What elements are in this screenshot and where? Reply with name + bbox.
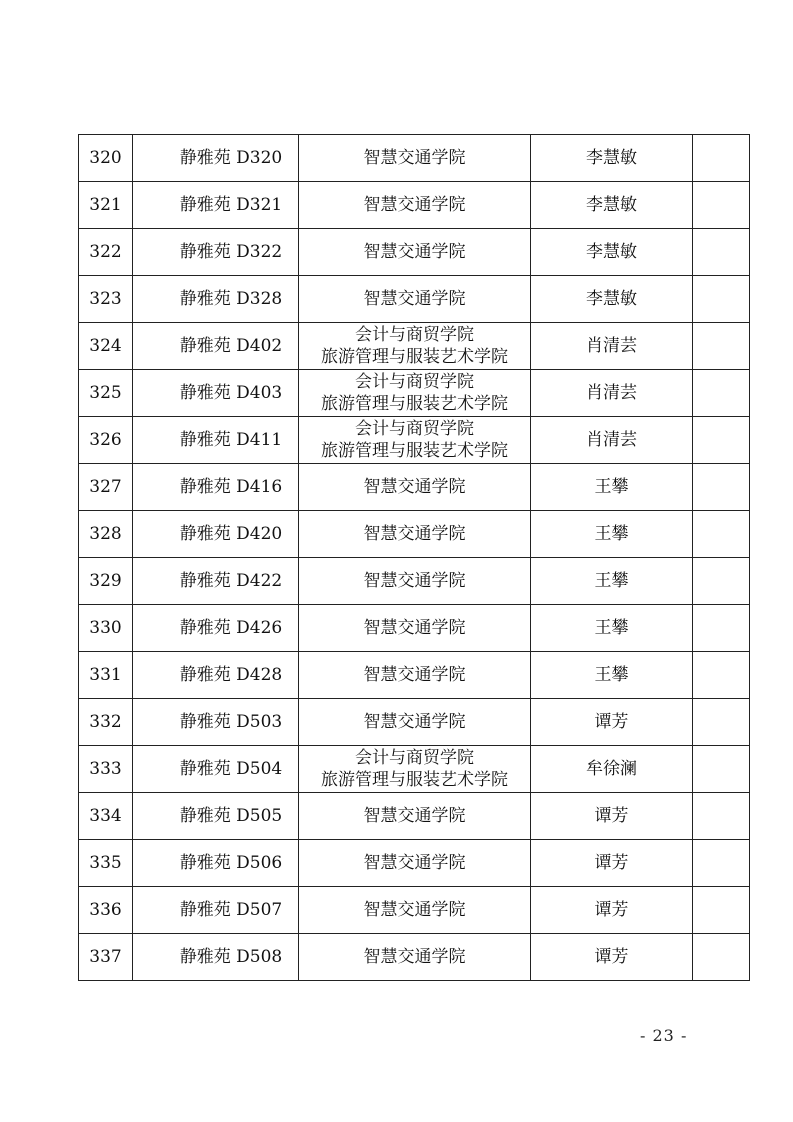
table-row: [79, 558, 750, 605]
college-name: 旅游管理与服装艺术学院: [321, 770, 508, 790]
note-cell: [693, 323, 750, 370]
college-name: 智慧交通学院: [363, 806, 466, 826]
college-cell: [299, 323, 531, 370]
room-cell: 静雅苑 D507: [133, 887, 299, 934]
table-row: [79, 511, 750, 558]
table-row: [79, 934, 750, 981]
row-number-cell: 324: [79, 323, 133, 370]
responsible-person-cell: 牟徐澜: [531, 746, 693, 793]
college-name: 会计与商贸学院: [355, 372, 474, 392]
table-row: [79, 746, 750, 793]
note-cell: [693, 229, 750, 276]
college-cell: [299, 887, 531, 934]
room-cell: 静雅苑 D503: [133, 699, 299, 746]
college-cell: [299, 135, 531, 182]
note-cell: [693, 276, 750, 323]
row-number-cell: 332: [79, 699, 133, 746]
college-name: 智慧交通学院: [363, 148, 466, 168]
table-row: [79, 605, 750, 652]
row-number-cell: 337: [79, 934, 133, 981]
table-row: [79, 887, 750, 934]
table-row: [79, 417, 750, 464]
note-cell: [693, 370, 750, 417]
row-number-cell: 331: [79, 652, 133, 699]
table-row: [79, 370, 750, 417]
table-row: [79, 276, 750, 323]
responsible-person-cell: 谭芳: [531, 887, 693, 934]
room-cell: 静雅苑 D403: [133, 370, 299, 417]
responsible-person-cell: 王攀: [531, 558, 693, 605]
room-cell: 静雅苑 D508: [133, 934, 299, 981]
college-name: 智慧交通学院: [363, 195, 466, 215]
responsible-person-cell: 肖清芸: [531, 417, 693, 464]
college-name: 会计与商贸学院: [355, 748, 474, 768]
row-number-cell: 336: [79, 887, 133, 934]
table-row: [79, 652, 750, 699]
college-cell: [299, 370, 531, 417]
row-number-cell: 323: [79, 276, 133, 323]
row-number-cell: 326: [79, 417, 133, 464]
college-cell: [299, 652, 531, 699]
table-row: [79, 229, 750, 276]
college-name: 智慧交通学院: [363, 524, 466, 544]
room-cell: 静雅苑 D320: [133, 135, 299, 182]
college-name: 智慧交通学院: [363, 242, 466, 262]
college-name: 智慧交通学院: [363, 289, 466, 309]
responsible-person-cell: 王攀: [531, 605, 693, 652]
note-cell: [693, 605, 750, 652]
note-cell: [693, 699, 750, 746]
college-name: 旅游管理与服装艺术学院: [321, 394, 508, 414]
responsible-person-cell: 李慧敏: [531, 276, 693, 323]
college-name: 智慧交通学院: [363, 712, 466, 732]
college-name: 旅游管理与服装艺术学院: [321, 441, 508, 461]
college-cell: [299, 558, 531, 605]
room-cell: 静雅苑 D422: [133, 558, 299, 605]
responsible-person-cell: 谭芳: [531, 793, 693, 840]
note-cell: [693, 182, 750, 229]
table-row: [79, 793, 750, 840]
college-name: 会计与商贸学院: [355, 325, 474, 345]
room-cell: 静雅苑 D504: [133, 746, 299, 793]
college-name: 智慧交通学院: [363, 618, 466, 638]
row-number-cell: 320: [79, 135, 133, 182]
room-cell: 静雅苑 D505: [133, 793, 299, 840]
room-cell: 静雅苑 D328: [133, 276, 299, 323]
college-name: 智慧交通学院: [363, 571, 466, 591]
responsible-person-cell: 谭芳: [531, 840, 693, 887]
responsible-person-cell: 李慧敏: [531, 182, 693, 229]
table-row: [79, 323, 750, 370]
table-body: [79, 135, 750, 981]
page-number: - 23 -: [640, 1026, 688, 1045]
row-number-cell: 333: [79, 746, 133, 793]
row-number-cell: 325: [79, 370, 133, 417]
note-cell: [693, 793, 750, 840]
responsible-person-cell: 王攀: [531, 652, 693, 699]
college-name: 智慧交通学院: [363, 665, 466, 685]
college-cell: [299, 229, 531, 276]
table-row: [79, 464, 750, 511]
note-cell: [693, 934, 750, 981]
row-number-cell: 334: [79, 793, 133, 840]
college-cell: [299, 182, 531, 229]
note-cell: [693, 840, 750, 887]
room-cell: 静雅苑 D411: [133, 417, 299, 464]
college-cell: [299, 417, 531, 464]
note-cell: [693, 652, 750, 699]
college-name: 会计与商贸学院: [355, 419, 474, 439]
note-cell: [693, 417, 750, 464]
room-cell: 静雅苑 D321: [133, 182, 299, 229]
note-cell: [693, 511, 750, 558]
note-cell: [693, 135, 750, 182]
college-cell: [299, 464, 531, 511]
row-number-cell: 322: [79, 229, 133, 276]
table-row: [79, 135, 750, 182]
table-row: [79, 699, 750, 746]
row-number-cell: 335: [79, 840, 133, 887]
note-cell: [693, 746, 750, 793]
college-cell: [299, 699, 531, 746]
college-name: 智慧交通学院: [363, 477, 466, 497]
row-number-cell: 321: [79, 182, 133, 229]
row-number-cell: 327: [79, 464, 133, 511]
room-cell: 静雅苑 D428: [133, 652, 299, 699]
college-name: 智慧交通学院: [363, 853, 466, 873]
room-cell: 静雅苑 D506: [133, 840, 299, 887]
college-cell: [299, 276, 531, 323]
college-cell: [299, 605, 531, 652]
college-name: 旅游管理与服装艺术学院: [321, 347, 508, 367]
room-cell: 静雅苑 D426: [133, 605, 299, 652]
room-cell: 静雅苑 D322: [133, 229, 299, 276]
college-name: 智慧交通学院: [363, 900, 466, 920]
college-cell: [299, 511, 531, 558]
responsible-person-cell: 谭芳: [531, 934, 693, 981]
note-cell: [693, 558, 750, 605]
dormitory-assignment-table: [78, 134, 750, 981]
table-row: [79, 182, 750, 229]
responsible-person-cell: 李慧敏: [531, 135, 693, 182]
room-cell: 静雅苑 D420: [133, 511, 299, 558]
note-cell: [693, 887, 750, 934]
responsible-person-cell: 王攀: [531, 464, 693, 511]
room-cell: 静雅苑 D416: [133, 464, 299, 511]
responsible-person-cell: 谭芳: [531, 699, 693, 746]
responsible-person-cell: 李慧敏: [531, 229, 693, 276]
college-name: 智慧交通学院: [363, 947, 466, 967]
college-cell: [299, 840, 531, 887]
college-cell: [299, 793, 531, 840]
responsible-person-cell: 肖清芸: [531, 323, 693, 370]
row-number-cell: 330: [79, 605, 133, 652]
college-cell: [299, 934, 531, 981]
college-cell: [299, 746, 531, 793]
row-number-cell: 328: [79, 511, 133, 558]
note-cell: [693, 464, 750, 511]
responsible-person-cell: 王攀: [531, 511, 693, 558]
row-number-cell: 329: [79, 558, 133, 605]
responsible-person-cell: 肖清芸: [531, 370, 693, 417]
table-row: [79, 840, 750, 887]
room-cell: 静雅苑 D402: [133, 323, 299, 370]
